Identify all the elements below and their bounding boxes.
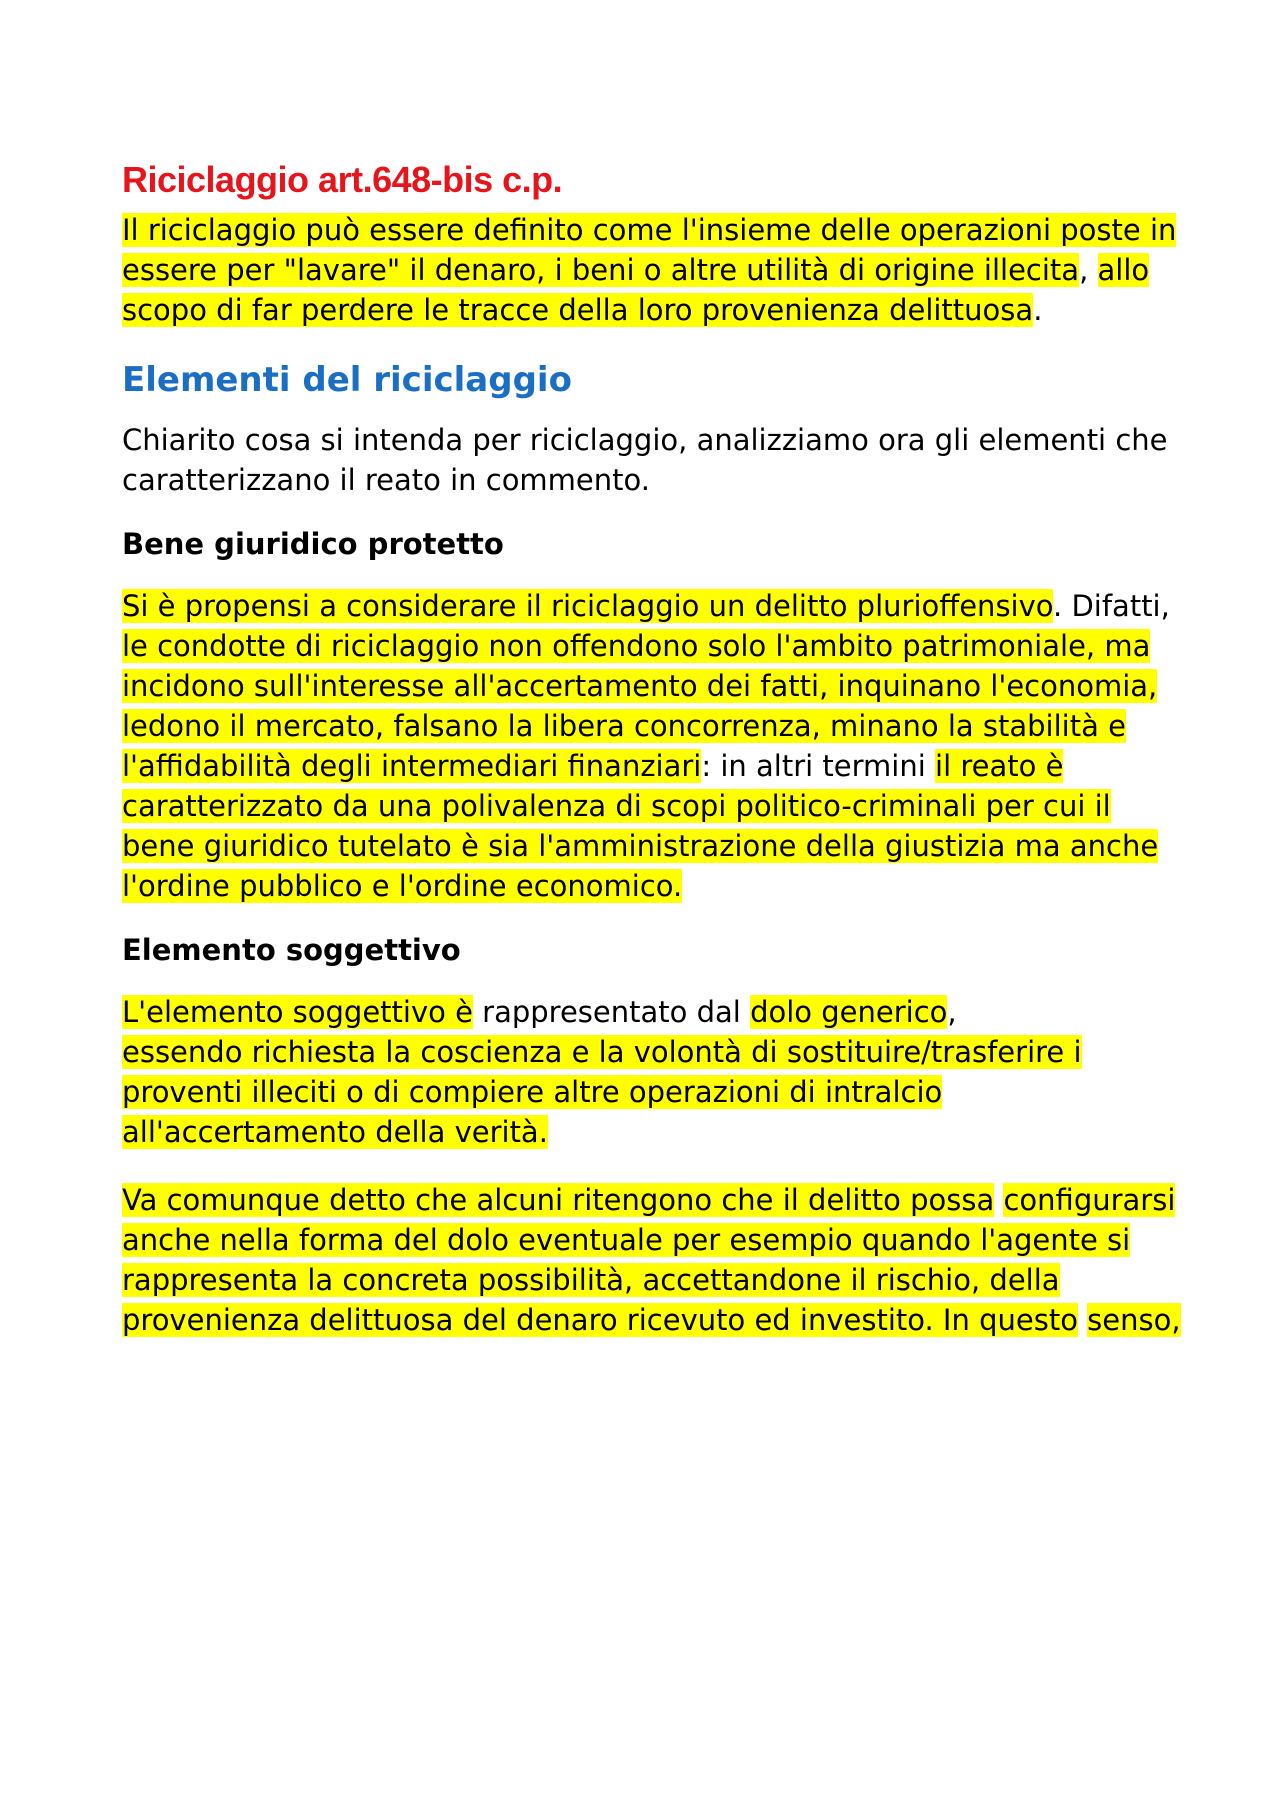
highlight: Si è propensi a considerare il riciclaggio un delitto plurioffensivo [122,589,1054,623]
highlight: Il riciclaggio può essere definito come l'insieme delle operazioni poste in essere per "lavare" il denaro, i beni o altre utilità di origine illecita [122,213,1177,287]
subheading-bene-giuridico: Bene giuridico protetto [122,527,504,561]
text-span [1088,253,1097,287]
highlight: le condotte di riciclaggio non offendono solo l'ambito patrimoniale, ma incidono sull'interesse all'accertamento dei fatti, inquinano l'economia, ledono il mercato, falsano la libera concorrenza, minano la stabilità e l'affidabilità degli intermediari finanziari [122,629,1158,783]
highlight: L'elemento soggettivo è [122,995,473,1029]
soggettivo-paragraph-2 [122,1180,1182,1340]
soggettivo-paragraph-1 [122,992,1182,1152]
text-span: : in altri termini [701,749,936,783]
intro-paragraph [122,210,1182,330]
highlight: Va comunque detto che alcuni ritengono che il delitto possa [122,1183,995,1217]
text-span: . [1033,293,1043,327]
text-span: , [1079,253,1089,287]
text-span: , [947,995,957,1029]
subheading-elemento-soggettivo: Elemento soggettivo [122,933,461,967]
bene-paragraph [122,586,1182,906]
document-page [122,158,1182,1340]
paragraph-gap [122,1152,1182,1180]
text-span: rappresentato dal [472,995,751,1029]
highlight: allo scopo di far perdere le tracce della loro provenienza delittuosa [122,253,1150,327]
highlight: dolo generico [750,995,948,1029]
text-span [1078,1303,1087,1337]
highlight: essendo richiesta la coscienza e la volontà di sostituire/trasferire i proventi illeciti o di compiere altre operazioni di intralcio all'accertamento della verità. [122,1035,1082,1149]
highlight: senso, [1087,1303,1181,1337]
section-intro-paragraph: Chiarito cosa si intenda per riciclaggio, analizziamo ora gli elementi che caratterizzano il reato in commento. [122,423,1168,497]
highlight: il reato è caratterizzato da una polivalenza di scopi politico-criminali per cui il bene giuridico tutelato è sia l'amministrazione della giustizia ma anche l'ordine pubblico e l'ordine economico. [122,749,1159,903]
highlight: configurarsi anche nella forma del dolo eventuale per esempio quando l'agente si rappresenta la concreta possibilità, accettandone il rischio, della provenienza delittuosa del denaro ricevuto ed investito. In questo [122,1183,1176,1337]
text-span: . Difatti, [1053,589,1170,623]
document-title: Riciclaggio art.648-bis c.p. [122,159,563,200]
section-heading: Elementi del riciclaggio [122,360,572,400]
